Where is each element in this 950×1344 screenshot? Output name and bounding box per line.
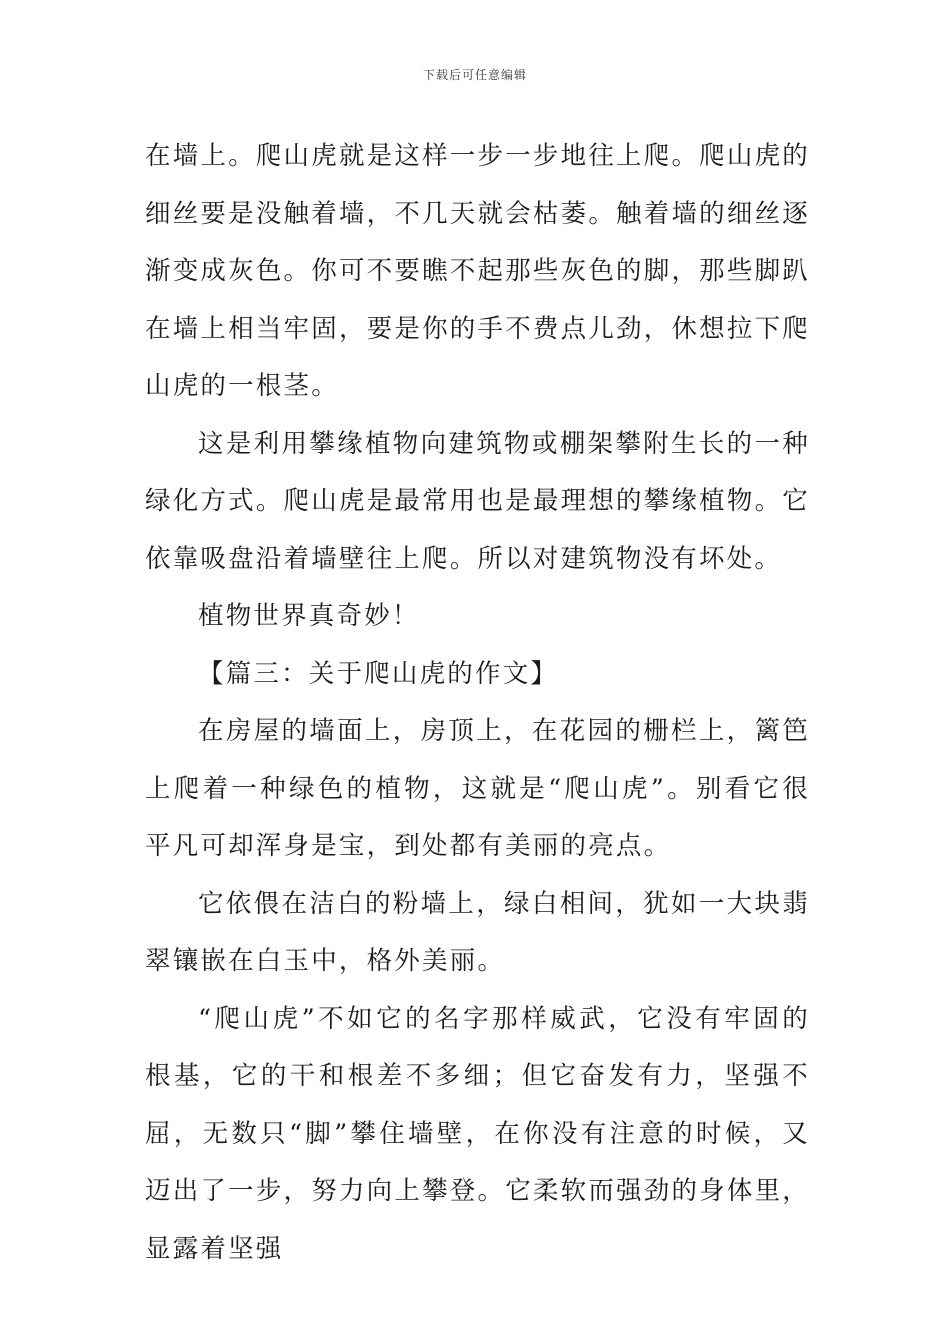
section-heading: 【篇三：关于爬山虎的作文】 <box>198 658 559 689</box>
paragraph-greening-method: 这是利用攀缘植物向建筑物或棚架攀附生长的一种绿化方式。爬山虎是最常用也是最理想的攀缘植物。它依靠吸盘沿着墙壁往上爬。所以对建筑物没有坏处。 <box>145 428 810 574</box>
paragraph-plant-world: 植物世界真奇妙！ <box>198 601 420 631</box>
paragraph-perseverance: “爬山虎”不如它的名字那样威武，它没有牢固的根基，它的干和根差不多细；但它奋发有力，坚强不屈，无数只“脚”攀住墙壁，在你没有注意的时候，又迈出了一步，努力向上攀登。它柔软而强劲的身体里，显露着坚强 <box>145 1003 810 1264</box>
page-header: 下载后可任意编辑 <box>422 68 527 82</box>
paragraph-intro: 在房屋的墙面上，房顶上，在花园的栅栏上，篱笆上爬着一种绿色的植物，这就是“爬山虎”。别看它很平凡可却浑身是宝，到处都有美丽的亮点。 <box>145 716 810 861</box>
document-body <box>145 128 810 1278</box>
paragraph-jade: 它依偎在洁白的粉墙上，绿白相间，犹如一大块翡翠镶嵌在白玉中，格外美丽。 <box>145 888 810 976</box>
paragraph-continuation: 在墙上。爬山虎就是这样一步一步地往上爬。爬山虎的细丝要是没触着墙，不几天就会枯萎。触着墙的细丝逐渐变成灰色。你可不要瞧不起那些灰色的脚，那些脚趴在墙上相当牢固，要是你的手不费点儿劲，休想拉下爬山虎的一根茎。 <box>145 141 810 401</box>
